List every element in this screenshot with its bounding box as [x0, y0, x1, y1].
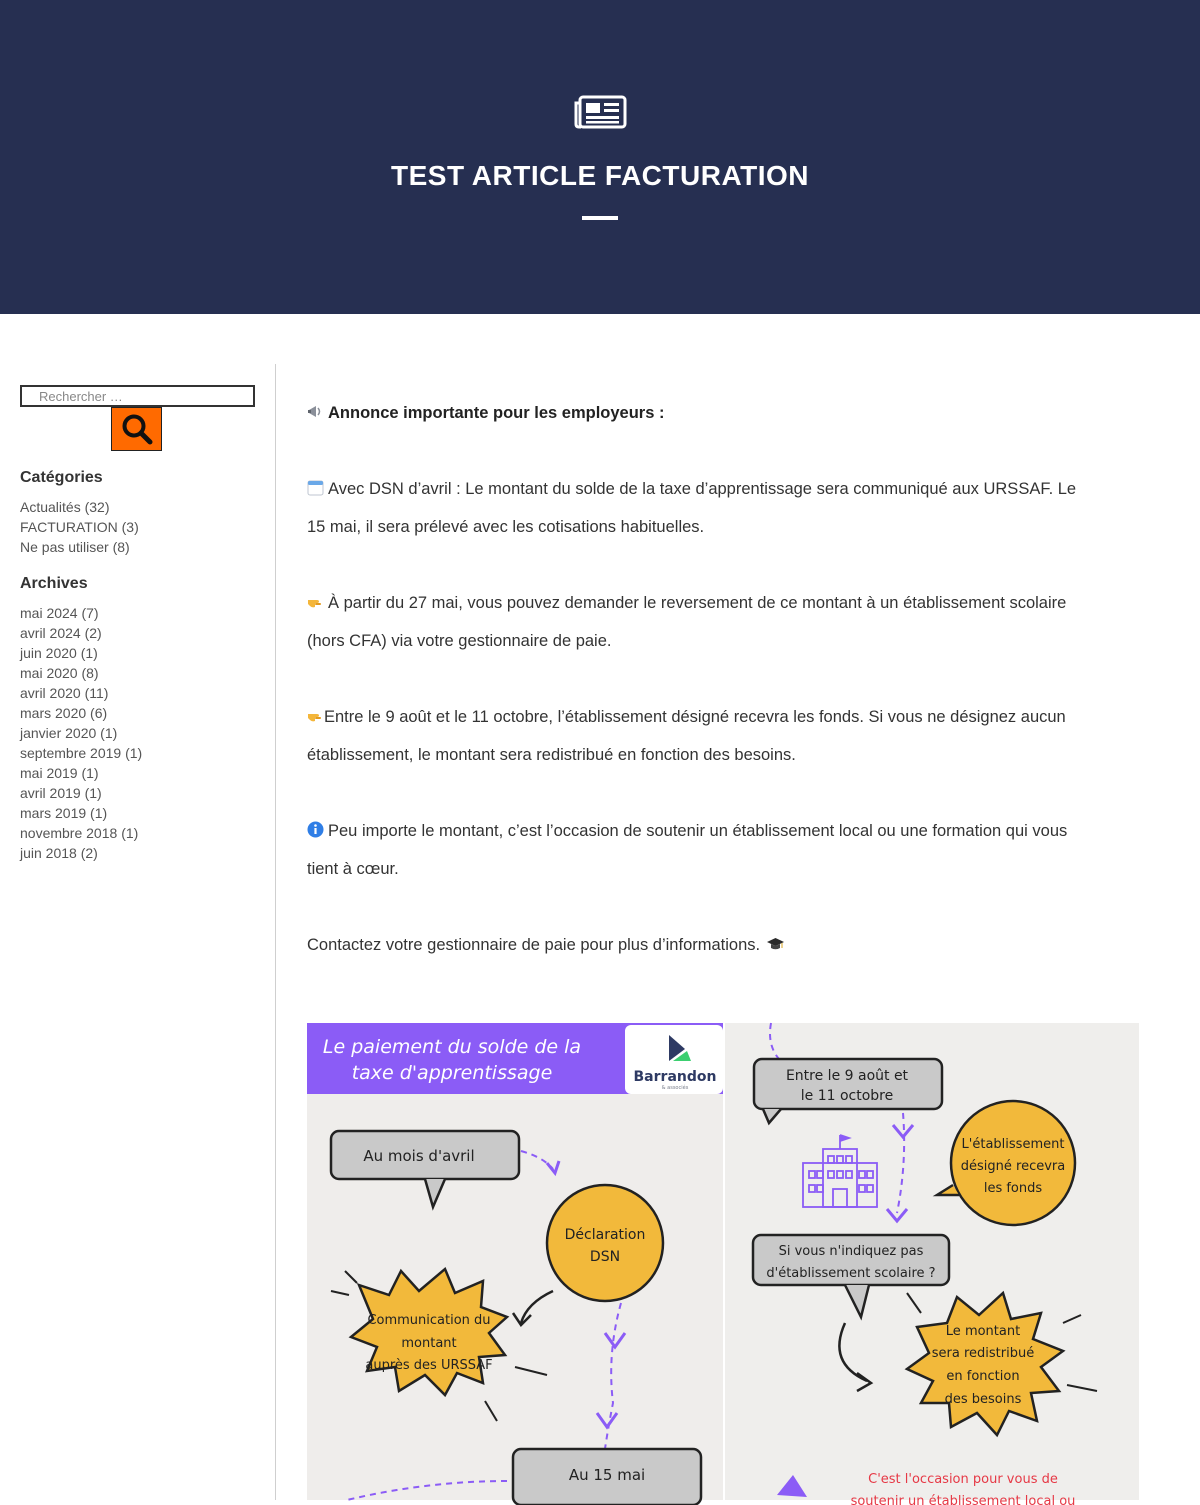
archive-link[interactable]: mai 2019 [20, 765, 78, 781]
burst-redistributed-line2: sera redistribué [931, 1346, 1035, 1361]
archive-count: (8) [81, 665, 99, 681]
archive-link[interactable]: mars 2020 [20, 705, 87, 721]
archive-item [20, 763, 142, 783]
category-item [20, 537, 139, 557]
graduation-cap-icon [767, 935, 784, 952]
archive-count: (6) [90, 705, 108, 721]
circle-funds-line2: désigné recevra [960, 1159, 1066, 1174]
category-count: (3) [121, 519, 139, 535]
header-line1: Le paiement du solde de la [322, 1036, 582, 1058]
paragraph-support [307, 812, 1167, 888]
pointing-hand-icon [307, 707, 324, 724]
circle-dsn-line1: Déclaration [564, 1227, 646, 1243]
archive-item [20, 703, 142, 723]
paragraph-august-october [307, 698, 1167, 774]
archive-item [20, 723, 142, 743]
burst-urssaf-line3: auprès des URSSAF [365, 1358, 493, 1373]
archive-link[interactable]: juin 2020 [20, 645, 77, 661]
archive-count: (2) [84, 625, 102, 641]
brand-sub: & associés [661, 1085, 689, 1091]
archive-count: (7) [81, 605, 99, 621]
bubble-august-october-line2: le 11 octobre [800, 1088, 894, 1104]
category-count: (32) [84, 499, 110, 515]
archive-item [20, 803, 142, 823]
burst-urssaf-line2: montant [401, 1336, 457, 1351]
paragraph-announcement [307, 394, 1167, 432]
archive-link[interactable]: mai 2020 [20, 665, 78, 681]
archive-link[interactable]: mars 2019 [20, 805, 87, 821]
archive-item [20, 643, 142, 663]
archive-count: (1) [80, 645, 98, 661]
archive-link[interactable]: novembre 2018 [20, 825, 118, 841]
sidebar-divider [275, 364, 276, 1500]
support-line2: tient à cœur. [307, 860, 399, 878]
megaphone-icon [307, 403, 324, 420]
announcement-text: Annonce importante pour les employeurs : [328, 404, 665, 422]
bubble-15-may [513, 1449, 701, 1505]
archive-item [20, 743, 142, 763]
footer-line2: soutenir un établissement local ou [850, 1494, 1076, 1505]
archive-link[interactable]: avril 2019 [20, 785, 81, 801]
from-27-may-line1: À partir du 27 mai, vous pouvez demander le reversement de ce montant à un établissement scolaire [328, 594, 1067, 612]
archive-count: (1) [81, 765, 99, 781]
calendar-icon [307, 479, 324, 496]
bubble-no-school-line1: Si vous n'indiquez pas [778, 1244, 924, 1259]
support-line1: Peu importe le montant, c’est l’occasion de soutenir un établissement local ou une formation qui vous [328, 822, 1068, 840]
burst-redistributed-line3: en fonction [946, 1369, 1020, 1384]
paragraph-from-27-may [307, 584, 1167, 660]
infographic-illustration [307, 1023, 1139, 1505]
paragraph-dsn-april [307, 470, 1167, 546]
archive-link[interactable]: avril 2020 [20, 685, 81, 701]
bubble-no-school-line2: d'établissement scolaire ? [766, 1266, 936, 1281]
bubble-15-may-text: Au 15 mai [568, 1466, 646, 1484]
infographic-image [307, 1023, 1139, 1505]
category-link[interactable]: Actualités [20, 499, 81, 515]
august-october-line1: Entre le 9 août et le 11 octobre, l’établissement désigné recevra les fonds. Si vous ne désignez aucun [324, 708, 1066, 726]
archive-link[interactable]: avril 2024 [20, 625, 81, 641]
archive-count: (1) [125, 745, 143, 761]
archive-item [20, 783, 142, 803]
pointing-hand-icon [307, 593, 324, 610]
page-hero [0, 0, 1200, 314]
archive-count: (2) [80, 845, 98, 861]
circle-funds-line3: les fonds [983, 1181, 1043, 1196]
dsn-april-line1: Avec DSN d’avril : Le montant du solde de la taxe d’apprentissage sera communiqué aux URSSAF. Le [328, 480, 1077, 498]
page-title: TEST ARTICLE FACTURATION [391, 160, 809, 191]
archive-count: (1) [121, 825, 139, 841]
newspaper-icon [575, 95, 627, 129]
archive-count: (11) [84, 685, 109, 701]
august-october-line2: établissement, le montant sera redistribué en fonction des besoins. [307, 746, 796, 764]
circle-dsn-line2: DSN [589, 1249, 621, 1265]
archives-list [20, 603, 142, 863]
archive-item [20, 683, 142, 703]
category-item [20, 497, 139, 517]
bubble-april-text: Au mois d'avril [363, 1147, 475, 1165]
archive-link[interactable]: septembre 2019 [20, 745, 122, 761]
archive-item [20, 603, 142, 623]
archive-count: (1) [84, 785, 102, 801]
archive-item [20, 823, 142, 843]
dsn-april-line2: 15 mai, il sera prélevé avec les cotisations habituelles. [307, 518, 705, 536]
archive-item [20, 843, 142, 863]
archives-title: Archives [20, 575, 88, 592]
archive-count: (1) [100, 725, 118, 741]
search-input[interactable] [20, 385, 255, 407]
circle-dsn [547, 1185, 663, 1301]
burst-urssaf-line1: Communication du [367, 1313, 491, 1328]
archive-item [20, 623, 142, 643]
circle-funds-line1: L'établissement [961, 1137, 1065, 1152]
info-icon [307, 821, 324, 838]
burst-redistributed-line4: des besoins [944, 1392, 1022, 1407]
archive-link[interactable]: janvier 2020 [20, 725, 97, 741]
bubble-august-october-line1: Entre le 9 août et [785, 1068, 909, 1084]
archive-count: (1) [90, 805, 108, 821]
categories-list [20, 497, 139, 557]
categories-title: Catégories [20, 469, 103, 486]
contact-text: Contactez votre gestionnaire de paie pour plus d’informations. [307, 936, 761, 954]
archive-link[interactable]: mai 2024 [20, 605, 78, 621]
title-underline [582, 216, 618, 220]
archive-item [20, 663, 142, 683]
footer-line1: C'est l'occasion pour vous de [868, 1472, 1058, 1487]
search-button[interactable] [111, 407, 162, 451]
archive-link[interactable]: juin 2018 [20, 845, 77, 861]
category-item [20, 517, 139, 537]
from-27-may-line2: (hors CFA) via votre gestionnaire de paie. [307, 632, 612, 650]
search-icon [121, 413, 153, 445]
burst-redistributed-line1: Le montant [945, 1324, 1021, 1339]
brand-name: Barrandon [633, 1069, 717, 1085]
header-line2: taxe d'apprentissage [351, 1062, 553, 1084]
category-link[interactable]: Ne pas utiliser [20, 539, 109, 555]
category-count: (8) [112, 539, 130, 555]
paragraph-contact [307, 926, 1167, 964]
category-link[interactable]: FACTURATION [20, 519, 118, 535]
